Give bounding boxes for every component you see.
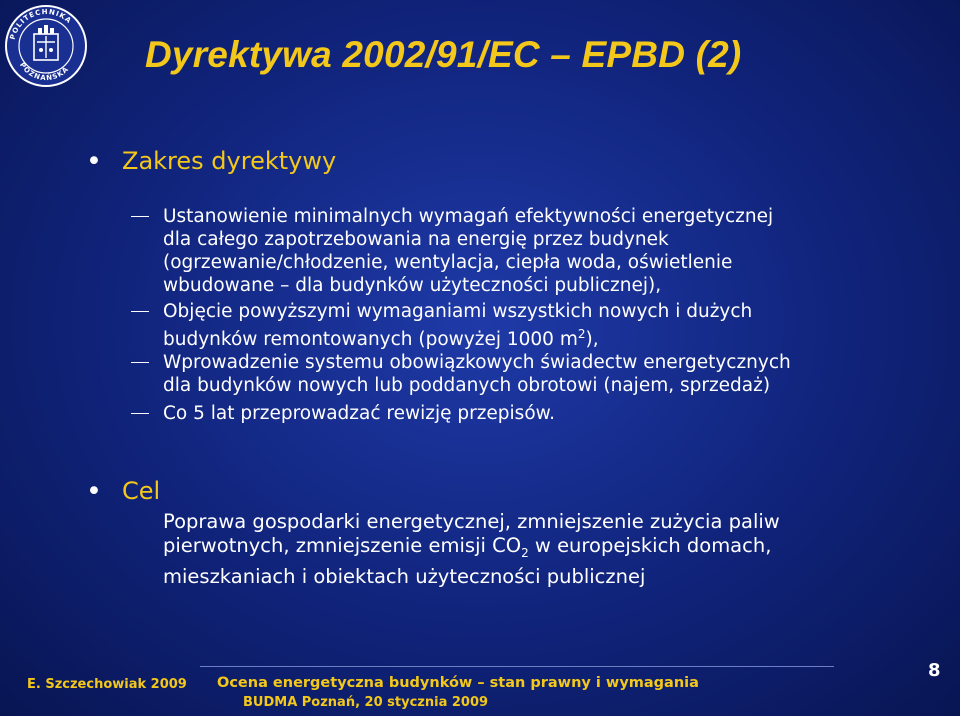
cel-text-part1: Poprawa gospodarki energetycznej, zmniejszenie zużycia paliw pierwotnych, zmniejszenie emisji CO xyxy=(163,510,780,557)
list-item: Co 5 lat przeprowadzać rewizję przepisów. xyxy=(163,403,555,424)
list-item: Ustanowienie minimalnych wymagań efektywności energetycznej dla całego zapotrzebowania na energię przez budynek (ogrzewanie/chłodzenie, wentylacja, ciepła woda, oświetlenie wbudowane – dla budynków użyteczności publicznej), xyxy=(163,206,774,296)
list-item-text: Objęcie powyższymi wymaganiami wszystkich nowych i dużych budynków remontowanych (powyżej 1000 m xyxy=(163,301,753,351)
footer-subtitle: BUDMA Poznań, 20 stycznia 2009 xyxy=(243,695,489,710)
svg-text:POZNAŃSKA: POZNAŃSKA xyxy=(17,61,71,83)
superscript-2: 2 xyxy=(577,327,586,341)
university-logo xyxy=(4,4,88,88)
footer-divider xyxy=(200,666,834,667)
page-number: 8 xyxy=(928,660,941,681)
dash-icon xyxy=(131,311,149,312)
bullet-icon: • xyxy=(86,146,102,177)
dash-icon xyxy=(131,216,149,217)
subscript-2: 2 xyxy=(521,545,529,560)
cel-text-part2: w europejskich domach, mieszkaniach i obiektach użyteczności publicznej xyxy=(163,533,772,588)
svg-text:POLITECHNIKA: POLITECHNIKA xyxy=(8,7,74,41)
footer-author: E. Szczechowiak 2009 xyxy=(27,677,187,692)
section-title-zakres: Zakres dyrektywy xyxy=(122,147,337,175)
footer-title: Ocena energetyczna budynków – stan prawny i wymagania xyxy=(217,675,699,691)
slide-title: Dyrektywa 2002/91/EC – EPBD (2) xyxy=(145,34,742,75)
dash-icon xyxy=(131,362,149,363)
section-body-cel xyxy=(163,510,883,588)
dash-icon xyxy=(131,413,149,414)
list-item xyxy=(163,300,853,351)
bullet-icon: • xyxy=(86,476,102,507)
list-item: Wprowadzenie systemu obowiązkowych świadectw energetycznych dla budynków nowych lub poddanych obrotowi (najem, sprzedaż) xyxy=(163,352,791,396)
list-item-tail: ), xyxy=(585,329,599,351)
section-title-cel: Cel xyxy=(122,477,161,505)
